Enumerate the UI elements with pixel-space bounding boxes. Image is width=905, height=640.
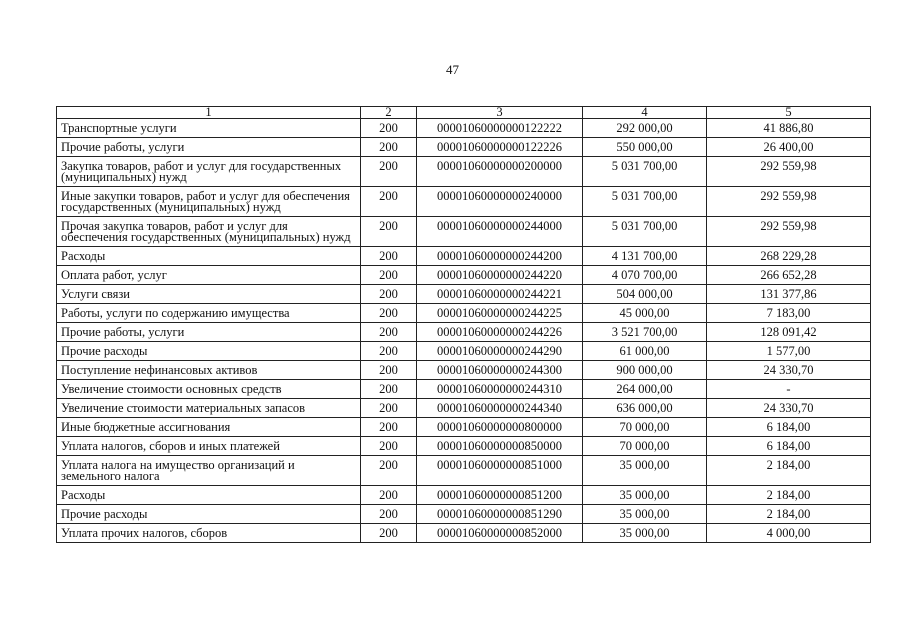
cell-budget-code: 00001060000000850000	[417, 437, 583, 456]
cell-budget-code: 00001060000000851000	[417, 456, 583, 486]
cell-name: Расходы	[57, 486, 361, 505]
cell-approved: 5 031 700,00	[583, 217, 707, 247]
table-row	[57, 217, 871, 247]
cell-line-code: 200	[361, 418, 417, 437]
cell-executed: 2 184,00	[707, 505, 871, 524]
cell-line-code: 200	[361, 323, 417, 342]
cell-approved: 61 000,00	[583, 342, 707, 361]
cell-approved: 70 000,00	[583, 437, 707, 456]
cell-budget-code: 00001060000000244290	[417, 342, 583, 361]
cell-line-code: 200	[361, 505, 417, 524]
table-row	[57, 266, 871, 285]
table-row	[57, 456, 871, 486]
table-row	[57, 361, 871, 380]
cell-name: Иные бюджетные ассигнования	[57, 418, 361, 437]
cell-budget-code: 00001060000000244221	[417, 285, 583, 304]
cell-name: Расходы	[57, 247, 361, 266]
cell-executed: 6 184,00	[707, 437, 871, 456]
cell-name: Прочие работы, услуги	[57, 138, 361, 157]
cell-budget-code: 00001060000000851290	[417, 505, 583, 524]
cell-approved: 4 131 700,00	[583, 247, 707, 266]
cell-budget-code: 00001060000000244310	[417, 380, 583, 399]
cell-budget-code: 00001060000000244220	[417, 266, 583, 285]
page-number: 47	[446, 62, 459, 77]
table-row	[57, 524, 871, 543]
cell-executed: 26 400,00	[707, 138, 871, 157]
cell-approved: 35 000,00	[583, 486, 707, 505]
table-row	[57, 437, 871, 456]
cell-name: Работы, услуги по содержанию имущества	[57, 304, 361, 323]
cell-name: Поступление нефинансовых активов	[57, 361, 361, 380]
cell-name: Уплата налога на имущество организаций и земельного налога	[57, 456, 361, 486]
cell-line-code: 200	[361, 342, 417, 361]
cell-approved: 5 031 700,00	[583, 157, 707, 187]
cell-budget-code: 00001060000000851200	[417, 486, 583, 505]
table-body	[57, 119, 871, 543]
cell-name: Иные закупки товаров, работ и услуг для обеспечения государственных (муниципальных) нужд	[57, 187, 361, 217]
cell-name: Увеличение стоимости основных средств	[57, 380, 361, 399]
cell-name: Закупка товаров, работ и услуг для государственных (муниципальных) нужд	[57, 157, 361, 187]
cell-budget-code: 00001060000000244340	[417, 399, 583, 418]
cell-executed: 41 886,80	[707, 119, 871, 138]
cell-executed: 7 183,00	[707, 304, 871, 323]
cell-approved: 35 000,00	[583, 524, 707, 543]
cell-line-code: 200	[361, 266, 417, 285]
cell-executed: 4 000,00	[707, 524, 871, 543]
cell-line-code: 200	[361, 437, 417, 456]
cell-name: Уплата прочих налогов, сборов	[57, 524, 361, 543]
cell-approved: 636 000,00	[583, 399, 707, 418]
cell-approved: 45 000,00	[583, 304, 707, 323]
cell-name: Транспортные услуги	[57, 119, 361, 138]
table-row	[57, 342, 871, 361]
cell-executed: -	[707, 380, 871, 399]
cell-budget-code: 00001060000000852000	[417, 524, 583, 543]
cell-approved: 35 000,00	[583, 505, 707, 524]
cell-approved: 4 070 700,00	[583, 266, 707, 285]
cell-approved: 264 000,00	[583, 380, 707, 399]
cell-name: Уплата налогов, сборов и иных платежей	[57, 437, 361, 456]
cell-budget-code: 00001060000000244200	[417, 247, 583, 266]
cell-name: Прочая закупка товаров, работ и услуг для обеспечения государственных (муниципальных) нужд	[57, 217, 361, 247]
cell-line-code: 200	[361, 217, 417, 247]
cell-approved: 5 031 700,00	[583, 187, 707, 217]
table-row	[57, 247, 871, 266]
column-header-2: 2	[361, 107, 417, 119]
table-header-row	[57, 107, 871, 119]
cell-line-code: 200	[361, 304, 417, 323]
table-row	[57, 486, 871, 505]
cell-executed: 128 091,42	[707, 323, 871, 342]
cell-budget-code: 00001060000000240000	[417, 187, 583, 217]
cell-budget-code: 00001060000000200000	[417, 157, 583, 187]
cell-executed: 1 577,00	[707, 342, 871, 361]
cell-budget-code: 00001060000000244225	[417, 304, 583, 323]
table-row	[57, 187, 871, 217]
cell-budget-code: 00001060000000244300	[417, 361, 583, 380]
cell-line-code: 200	[361, 486, 417, 505]
cell-line-code: 200	[361, 456, 417, 486]
table-row	[57, 285, 871, 304]
table-row	[57, 399, 871, 418]
cell-name: Оплата работ, услуг	[57, 266, 361, 285]
cell-executed: 268 229,28	[707, 247, 871, 266]
column-header-1: 1	[57, 107, 361, 119]
cell-approved: 504 000,00	[583, 285, 707, 304]
table-row	[57, 304, 871, 323]
column-header-5: 5	[707, 107, 871, 119]
cell-executed: 292 559,98	[707, 187, 871, 217]
table-row	[57, 323, 871, 342]
table-row	[57, 418, 871, 437]
cell-approved: 550 000,00	[583, 138, 707, 157]
cell-line-code: 200	[361, 399, 417, 418]
cell-approved: 3 521 700,00	[583, 323, 707, 342]
column-header-4: 4	[583, 107, 707, 119]
budget-table	[56, 106, 871, 543]
cell-executed: 292 559,98	[707, 157, 871, 187]
cell-approved: 292 000,00	[583, 119, 707, 138]
cell-name: Увеличение стоимости материальных запасов	[57, 399, 361, 418]
cell-executed: 131 377,86	[707, 285, 871, 304]
cell-name: Прочие расходы	[57, 505, 361, 524]
cell-executed: 6 184,00	[707, 418, 871, 437]
cell-executed: 24 330,70	[707, 361, 871, 380]
cell-line-code: 200	[361, 119, 417, 138]
cell-name: Прочие работы, услуги	[57, 323, 361, 342]
cell-budget-code: 00001060000000122226	[417, 138, 583, 157]
cell-budget-code: 00001060000000122222	[417, 119, 583, 138]
cell-name: Услуги связи	[57, 285, 361, 304]
cell-line-code: 200	[361, 380, 417, 399]
cell-budget-code: 00001060000000244226	[417, 323, 583, 342]
cell-line-code: 200	[361, 524, 417, 543]
cell-line-code: 200	[361, 138, 417, 157]
cell-approved: 35 000,00	[583, 456, 707, 486]
cell-line-code: 200	[361, 361, 417, 380]
cell-line-code: 200	[361, 187, 417, 217]
cell-name: Прочие расходы	[57, 342, 361, 361]
cell-executed: 292 559,98	[707, 217, 871, 247]
cell-line-code: 200	[361, 247, 417, 266]
cell-approved: 70 000,00	[583, 418, 707, 437]
table-row	[57, 157, 871, 187]
table-row	[57, 138, 871, 157]
cell-approved: 900 000,00	[583, 361, 707, 380]
cell-line-code: 200	[361, 285, 417, 304]
cell-executed: 2 184,00	[707, 456, 871, 486]
cell-executed: 266 652,28	[707, 266, 871, 285]
column-header-3: 3	[417, 107, 583, 119]
cell-line-code: 200	[361, 157, 417, 187]
cell-executed: 2 184,00	[707, 486, 871, 505]
table-row	[57, 380, 871, 399]
table-row	[57, 505, 871, 524]
cell-budget-code: 00001060000000800000	[417, 418, 583, 437]
cell-executed: 24 330,70	[707, 399, 871, 418]
cell-budget-code: 00001060000000244000	[417, 217, 583, 247]
table-row	[57, 119, 871, 138]
